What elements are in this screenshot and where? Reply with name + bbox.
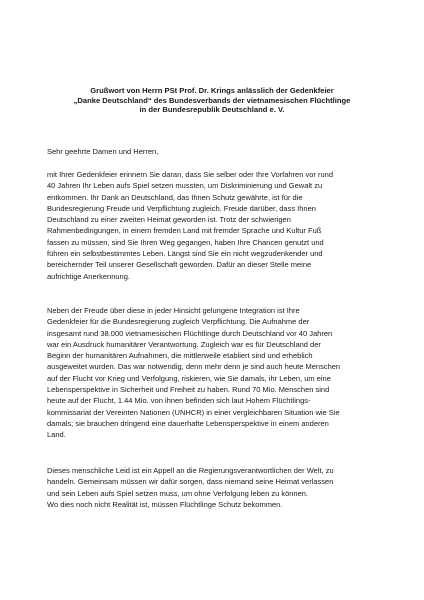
title-line-3: in der Bundesrepublik Deutschland e. V. — [139, 105, 285, 115]
paragraph-line: aufrichtige Anerkennung. — [47, 271, 130, 281]
paragraph-line: insgesamt rund 38.000 vietnamesischen Flüchtlinge durch Deutschland vor 40 Jahren — [47, 328, 333, 338]
paragraph-line: heute auf der Flucht, 1.44 Mio. von ihnen befinden sich laut Hohem Flüchtlings- — [47, 396, 311, 406]
paragraph-line: war ein Ausdruck humanitärer Verantwortung. Zugleich war es für Deutschland der — [47, 339, 321, 349]
paragraph-line: ausgeweitet wurden. Das war notwendig, denn mehr denn je sind auch heute Menschen — [47, 362, 341, 372]
paragraph-line: Lebensperspektive in Sicherheit und Freiheit zu haben. Rund 70 Mio. Menschen sind — [47, 385, 330, 395]
paragraph-line: Dieses menschliche Leid ist ein Appell an die Regierungsverantwortlichen der Welt, zu — [47, 466, 334, 475]
paragraph-line: Gedenkfeier für die Bundesregierung zugleich Verpflichtung. Die Aufnahme der — [47, 317, 310, 327]
paragraph-line: Wo dies noch nicht Realität ist, müssen Flüchtlinge Schutz bekommen. — [47, 499, 283, 509]
title-line-2: „Danke Deutschland“ des Bundesverbands der vietnamesischen Flüchtlinge — [73, 95, 351, 105]
paragraph-line: Rahmenbedingungen, in einem fremden Land mit fremder Sprache und Kultur Fuß — [47, 226, 322, 236]
paragraph-2 — [47, 305, 387, 441]
paragraph-line: kommissariat der Vereinten Nationen (UNHCR) in einer vergleichbaren Situation wie Sie — [47, 407, 340, 417]
paragraph-line: entkommen. Ihr Dank an Deutschland, das Ihnen Schutz gewährte, ist für die — [47, 192, 303, 202]
paragraph-line: auf der Flucht vor Krieg und Verfolgung, riskieren, wie Sie damals, ihr Leben, um eine — [47, 373, 331, 383]
document-title — [40, 86, 384, 115]
paragraph-line: Bundesregierung Freude und Verpflichtung zugleich. Freude darüber, dass Ihnen — [47, 203, 316, 213]
paragraph-line: Beginn der humanitären Aufnahmen, die mittlerweile etabliert sind und erheblich — [47, 351, 313, 361]
paragraph-line: handeln. Gemeinsam müssen wir dafür sorgen, dass niemand seine Heimat verlassen — [47, 477, 334, 487]
paragraph-line: fassen zu müssen, sind Sie Ihren Weg gegangen, haben Ihre Chancen genutzt und — [47, 237, 324, 247]
paragraph-line: mit Ihrer Gedenkfeier erinnern Sie daran, dass Sie selber oder Ihre Vorfahren vor rund — [47, 170, 333, 179]
paragraph-line: und sein Leben aufs Spiel setzen muss, um ohne Verfolgung leben zu können. — [47, 488, 309, 498]
paragraph-1 — [47, 169, 387, 282]
title-line-1: Grußwort von Herrn PSt Prof. Dr. Krings anlässlich der Gedenkfeier — [90, 86, 334, 95]
paragraph-3 — [47, 465, 387, 510]
paragraph-line: bereichernder Teil unserer Gesellschaft geworden. Dafür an dieser Stelle meine — [47, 260, 312, 270]
paragraph-line: Neben der Freude über diese in jeder Hinsicht gelungene Integration ist Ihre — [47, 306, 300, 315]
paragraph-line: damals; sie brauchen dringend eine dauerhafte Lebensperspektive in einem anderen — [47, 418, 329, 428]
paragraph-line: Land. — [47, 430, 66, 440]
paragraph-line: 40 Jahren Ihr Leben aufs Spiel setzen mussten, um Diskriminierung und Gewalt zu — [47, 181, 323, 191]
paragraph-line: führen ein selbstbestimmtes Leben. Längst sind Sie ein nicht wegzudenkender und — [47, 249, 323, 259]
salutation-text: Sehr geehrte Damen und Herren, — [47, 147, 159, 156]
salutation — [47, 146, 387, 157]
paragraph-line: Deutschland zu einer zweiten Heimat geworden ist. Trotz der schwierigen — [47, 215, 291, 225]
